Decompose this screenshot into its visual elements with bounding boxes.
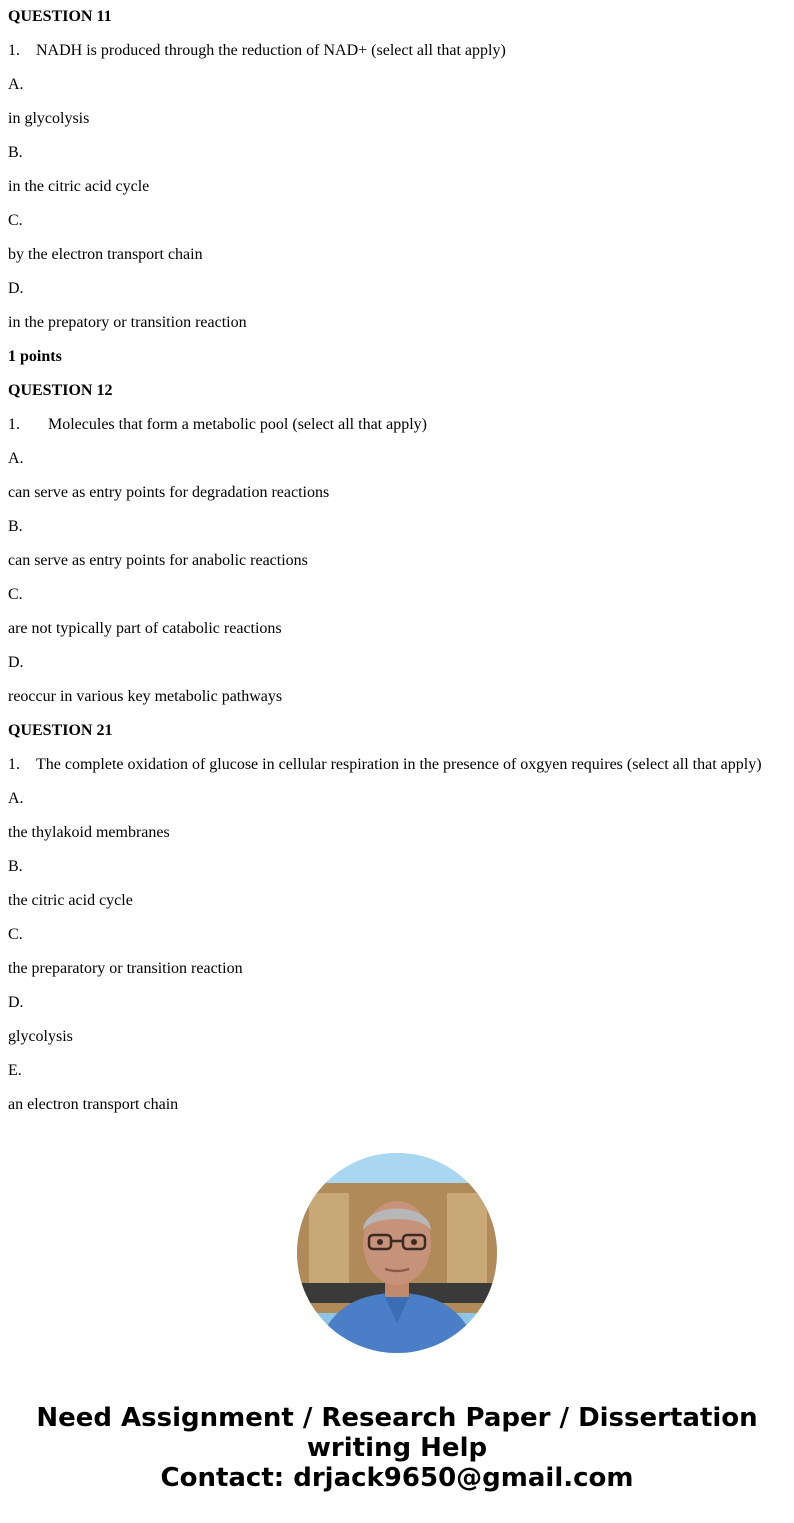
- option-text: an electron transport chain: [8, 1096, 179, 1113]
- question-number: 1.: [8, 756, 20, 773]
- option-text: reoccur in various key metabolic pathways: [8, 688, 283, 705]
- option-letter: C.: [8, 586, 23, 603]
- option-letter: A.: [8, 76, 24, 93]
- promo-contact: Contact: drjack9650@gmail.com: [160, 1463, 634, 1493]
- option-text: can serve as entry points for anabolic reactions: [8, 552, 308, 569]
- option-text: the thylakoid membranes: [8, 824, 170, 841]
- question-number: 1.: [8, 416, 20, 433]
- option-text: in the citric acid cycle: [8, 178, 150, 195]
- question-number: 1.: [8, 42, 20, 59]
- option-text: by the electron transport chain: [8, 246, 203, 263]
- question-11-header: QUESTION 11: [8, 8, 112, 25]
- document-body: [8, 0, 788, 1122]
- option-text: the preparatory or transition reaction: [8, 960, 243, 977]
- option-letter: C.: [8, 212, 23, 229]
- option-text: are not typically part of catabolic reactions: [8, 620, 282, 637]
- question-21-prompt: [8, 748, 788, 782]
- promo-line-1: Need Assignment / Research Paper / Dissertation: [36, 1403, 758, 1433]
- question-11-prompt: [8, 34, 788, 68]
- option-letter: C.: [8, 926, 23, 943]
- option-text: can serve as entry points for degradation reactions: [8, 484, 330, 501]
- option-letter: D.: [8, 654, 24, 671]
- option-letter: B.: [8, 518, 23, 535]
- question-text: The complete oxidation of glucose in cellular respiration in the presence of oxgyen requires (select all that apply): [36, 756, 762, 773]
- option-text: glycolysis: [8, 1028, 73, 1045]
- option-letter: A.: [8, 790, 24, 807]
- question-12-prompt: [8, 408, 788, 442]
- question-12-header: QUESTION 12: [8, 382, 113, 399]
- question-21-header: QUESTION 21: [8, 722, 113, 739]
- promo-line-2: writing Help: [306, 1433, 488, 1463]
- author-photo: [297, 1153, 497, 1353]
- option-letter: B.: [8, 858, 23, 875]
- option-letter: D.: [8, 994, 24, 1011]
- option-letter: D.: [8, 280, 24, 297]
- option-letter: A.: [8, 450, 24, 467]
- option-text: in glycolysis: [8, 110, 90, 127]
- option-letter: E.: [8, 1062, 22, 1079]
- option-text: the citric acid cycle: [8, 892, 133, 909]
- points-label: 1 points: [8, 348, 62, 365]
- question-text: NADH is produced through the reduction of NAD+ (select all that apply): [36, 42, 506, 59]
- avatar-illustration: [297, 1153, 497, 1353]
- promo-banner: [0, 1403, 794, 1493]
- option-text: in the prepatory or transition reaction: [8, 314, 247, 331]
- question-text: Molecules that form a metabolic pool (select all that apply): [48, 416, 427, 433]
- option-letter: B.: [8, 144, 23, 161]
